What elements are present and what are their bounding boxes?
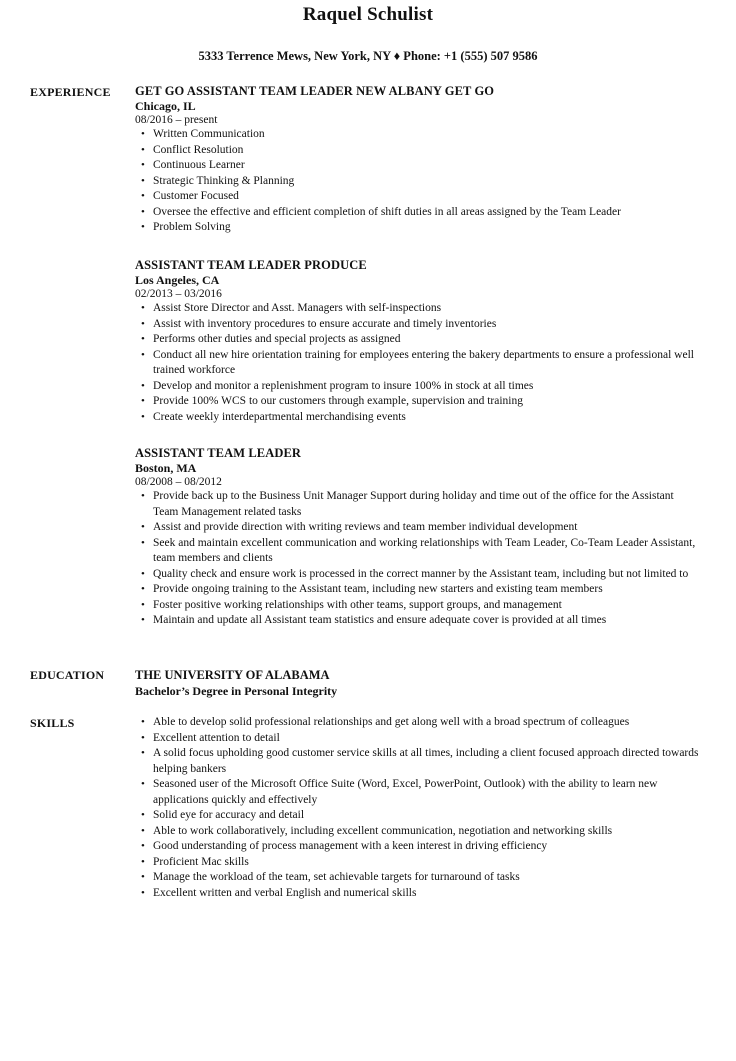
bullet-item [135,808,700,824]
bullet-icon: • [141,333,145,345]
bullet-item [135,746,700,777]
bullet-icon: • [141,840,145,852]
bullet-item [135,598,700,614]
bullet-text: Foster positive working relationships with other teams, support groups, and management [153,598,562,611]
bullet-item [135,520,700,536]
bullet-text: Excellent written and verbal English and numerical skills [153,886,417,899]
bullet-text: Strategic Thinking & Planning [153,174,295,187]
bullet-item [135,158,700,174]
bullet-item [135,189,700,205]
bullet-item [135,886,700,902]
job-entry [135,84,700,236]
bullet-text: Create weekly interdepartmental merchandising events [153,410,406,423]
job-title: ASSISTANT TEAM LEADER [135,446,302,460]
bullet-text: Proficient Mac skills [153,855,249,868]
bullet-text: Good understanding of process management with a keen interest in driving efficiency [153,840,548,852]
bullet-text: Customer Focused [153,190,239,202]
job-bullets [135,127,700,236]
bullet-text: Excellent attention to detail [153,731,280,744]
bullet-icon: • [141,809,145,821]
bullet-text: Manage the workload of the team, set achievable targets for turnaround of tasks [153,871,520,883]
bullet-item [135,174,700,190]
bullet-item [135,567,700,583]
bullet-text: A solid focus upholding good customer service skills at all times, including a client focused approach directed towards helping bankers [153,747,699,775]
job-entry [135,446,700,629]
bullet-icon: • [141,302,145,314]
bullet-text: Assist Store Director and Asst. Managers with self-inspections [153,302,442,314]
education-entry [135,667,700,699]
bullet-icon: • [141,128,145,140]
bullet-item [135,582,700,598]
bullet-item [135,348,700,379]
bullet-icon: • [141,521,145,533]
skills-list [135,715,700,901]
bullet-icon: • [141,379,145,392]
bullet-item [135,394,700,410]
bullet-icon: • [141,747,145,759]
bullet-icon: • [141,778,145,790]
bullet-text: Continuous Learner [153,159,245,171]
bullet-item [135,824,700,840]
bullet-icon: • [141,536,145,549]
bullet-text: Performs other duties and special projects as assigned [153,333,401,345]
bullet-item [135,332,700,348]
bullet-icon: • [141,174,145,187]
job-entry [135,258,700,425]
bullet-icon: • [141,871,145,883]
bullet-item [135,127,700,143]
skills-entry [135,715,700,901]
bullet-item [135,379,700,395]
bullet-item [135,143,700,159]
bullet-text: Conduct all new hire orientation training for employees entering the bakery departments to ensure a professional well trained workforce [153,348,694,376]
bullet-text: Assist with inventory procedures to ensure accurate and timely inventories [153,317,497,330]
bullet-icon: • [141,143,145,156]
job-bullets [135,489,700,629]
section-label-experience: EXPERIENCE [30,85,111,99]
bullet-text: Able to work collaboratively, including excellent communication, negotiation and networking skills [153,824,613,837]
bullet-item [135,777,700,808]
bullet-item [135,731,700,747]
bullet-text: Problem Solving [153,221,231,233]
bullet-text: Provide ongoing training to the Assistant team, including new starters and existing team members [153,583,603,595]
education-school: THE UNIVERSITY OF ALABAMA [135,668,330,682]
bullet-icon: • [141,317,145,330]
job-location: Los Angeles, CA [135,273,220,287]
bullet-item [135,536,700,567]
bullet-icon: • [141,716,145,728]
bullet-text: Able to develop solid professional relationships and get along well with a broad spectrum of colleagues [153,716,630,728]
bullet-icon: • [141,190,145,202]
education-degree: Bachelor’s Degree in Personal Integrity [135,684,338,698]
job-dates: 08/2008 – 08/2012 [135,476,222,488]
bullet-icon: • [141,598,145,611]
bullet-item [135,410,700,426]
section-label-education: EDUCATION [30,668,105,682]
bullet-text: Assist and provide direction with writing reviews and team member individual development [153,521,578,533]
candidate-name: Raquel Schulist [302,4,434,25]
bullet-text: Solid eye for accuracy and detail [153,809,305,821]
job-bullets [135,301,700,425]
bullet-text: Oversee the effective and efficient completion of shift duties in all areas assigned by the Team Leader [153,205,621,218]
bullet-item [135,205,700,221]
contact-line: 5333 Terrence Mews, New York, NY ♦ Phone: +1 (555) 507 9586 [198,49,538,63]
bullet-text: Provide 100% WCS to our customers through example, supervision and training [153,395,523,407]
bullet-icon: • [141,490,145,502]
bullet-item [135,870,700,886]
job-location: Chicago, IL [135,99,196,113]
bullet-item [135,715,700,731]
bullet-item [135,489,700,520]
bullet-text: Conflict Resolution [153,143,244,156]
bullet-icon: • [141,824,145,837]
bullet-icon: • [141,205,145,218]
bullet-icon: • [141,567,145,580]
job-location: Boston, MA [135,461,197,475]
bullet-icon: • [141,221,145,233]
bullet-item [135,301,700,317]
job-title: ASSISTANT TEAM LEADER PRODUCE [135,258,367,272]
job-dates: 02/2013 – 03/2016 [135,288,222,300]
bullet-icon: • [141,348,145,361]
job-dates: 08/2016 – present [135,114,218,126]
bullet-text: Develop and monitor a replenishment program to insure 100% in stock at all times [153,379,534,392]
bullet-item [135,220,700,236]
bullet-text: Provide back up to the Business Unit Manager Support during holiday and time out of the office for the Assistant Team Management related tasks [153,490,674,518]
bullet-icon: • [141,395,145,407]
bullet-item [135,855,700,871]
bullet-item [135,839,700,855]
bullet-text: Seasoned user of the Microsoft Office Suite (Word, Excel, PowerPoint, Outlook) with the ability to learn new applications quickly and effectively [153,778,658,806]
bullet-icon: • [141,159,145,171]
bullet-text: Written Communication [153,128,265,140]
section-label-skills: SKILLS [30,716,75,730]
bullet-text: Maintain and update all Assistant team statistics and ensure adequate cover is provided at all times [153,614,607,626]
bullet-icon: • [141,410,145,423]
bullet-item [135,317,700,333]
bullet-text: Seek and maintain excellent communication and working relationships with Team Leader, Co-Team Leader Assistant, team members and clients [153,536,696,564]
bullet-icon: • [141,583,145,595]
bullet-icon: • [141,855,145,868]
bullet-text: Quality check and ensure work is processed in the correct manner by the Assistant team, including but not limited to [153,567,689,580]
bullet-item [135,613,700,629]
bullet-icon: • [141,614,145,626]
bullet-icon: • [141,731,145,744]
job-title: GET GO ASSISTANT TEAM LEADER NEW ALBANY GET GO [135,84,495,98]
bullet-icon: • [141,886,145,899]
